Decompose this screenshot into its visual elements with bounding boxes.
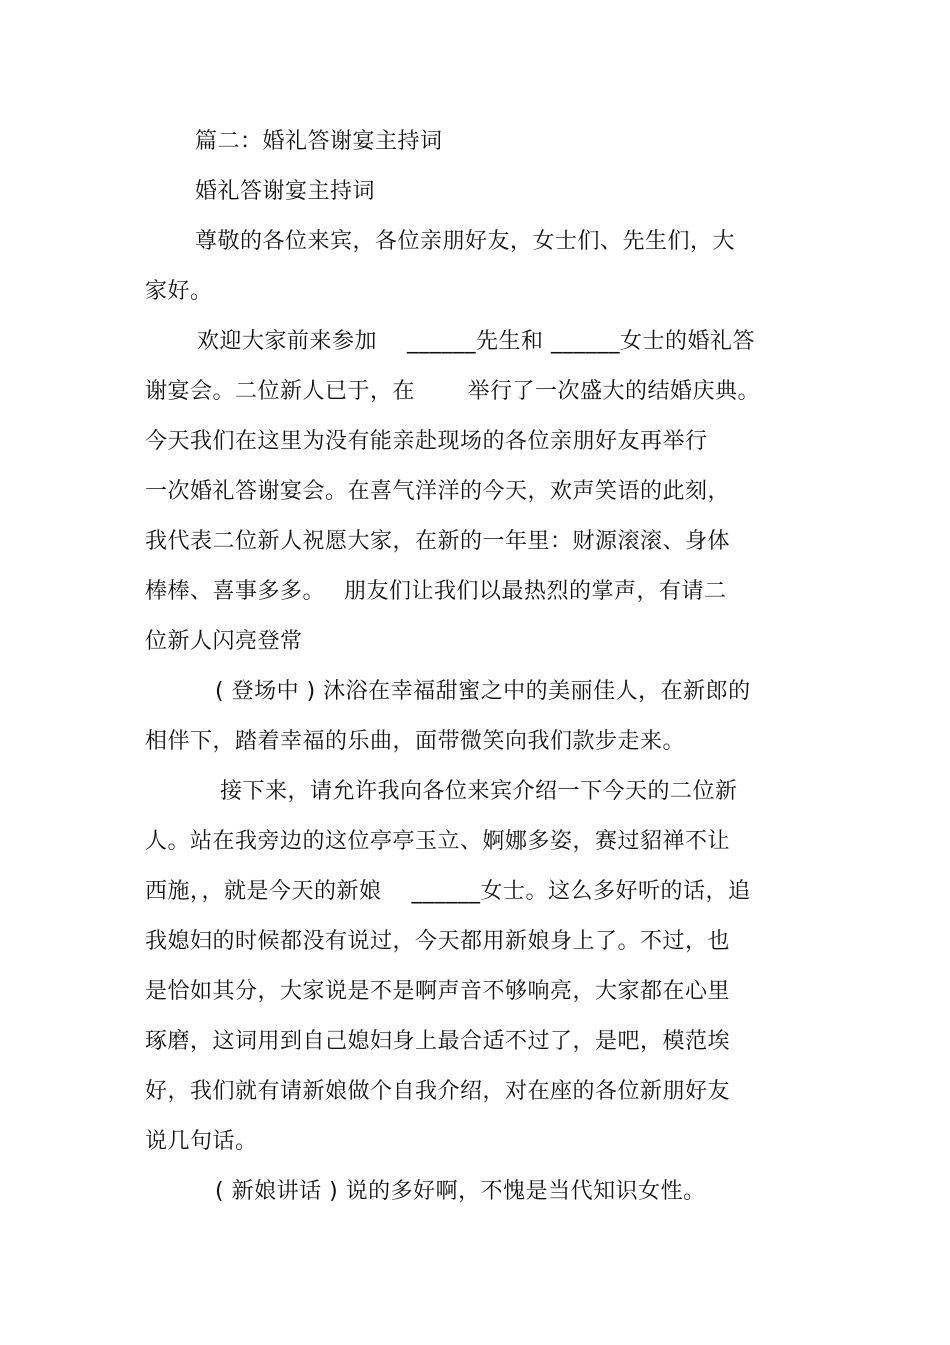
text-line: 家好。 bbox=[145, 279, 213, 304]
text-line: 好，我们就有请新娘做个自我介绍，对在座的各位新朋好友 bbox=[145, 1079, 731, 1104]
text-line: 今天我们在这里为没有能亲赴现场的各位亲朋好友再举行 bbox=[145, 429, 708, 454]
text-line: 相伴下，踏着幸福的乐曲，面带微笑向我们款步走来。 bbox=[145, 729, 686, 754]
text-line: 人。站在我旁边的这位亭亭玉立、婀娜多姿，赛过貂禅不让 bbox=[145, 829, 731, 854]
text-line: 接下来，请允许我向各位来宾介绍一下今天的二位新 bbox=[220, 779, 738, 804]
text-line: 琢磨，这词用到自己媳妇身上最合适不过了，是吧，模范埃 bbox=[145, 1029, 731, 1054]
text-line: ( 新娘讲话 ) 说的多好啊，不愧是当代知识女性。 bbox=[215, 1179, 706, 1204]
text-line: 西施，，就是今天的新娘 ______女士。这么多好听的话，追 bbox=[145, 879, 751, 904]
text-line: 欢迎大家前来参加 ______先生和 ______女士的婚礼答 bbox=[197, 329, 755, 354]
text-line: 谢宴会。二位新人已于，在 举行了一次盛大的结婚庆典。 bbox=[145, 379, 760, 404]
text-line: ( 登场中 ) 沐浴在幸福甜蜜之中的美丽佳人，在新郎的 bbox=[215, 679, 751, 704]
text-line: 是恰如其分，大家说是不是啊声音不够响亮，大家都在心里 bbox=[145, 979, 731, 1004]
text-line: 棒棒、喜事多多。 朋友们让我们以最热烈的掌声，有请二 bbox=[145, 579, 727, 604]
text-line: 说几句话。 bbox=[145, 1129, 258, 1154]
text-line: 尊敬的各位来宾，各位亲朋好友，女士们、先生们，大 bbox=[195, 229, 736, 254]
text-line: 位新人闪亮登常 bbox=[145, 629, 303, 654]
text-line: 我媳妇的时候都没有说过，今天都用新娘身上了。不过，也 bbox=[145, 929, 731, 954]
text-line: 一次婚礼答谢宴会。在喜气洋洋的今天，欢声笑语的此刻， bbox=[145, 479, 731, 504]
text-line: 我代表二位新人祝愿大家，在新的一年里：财源滚滚、身体 bbox=[145, 529, 731, 554]
section-heading: 篇二：婚礼答谢宴主持词 bbox=[195, 129, 443, 154]
document-title: 婚礼答谢宴主持词 bbox=[195, 179, 376, 204]
